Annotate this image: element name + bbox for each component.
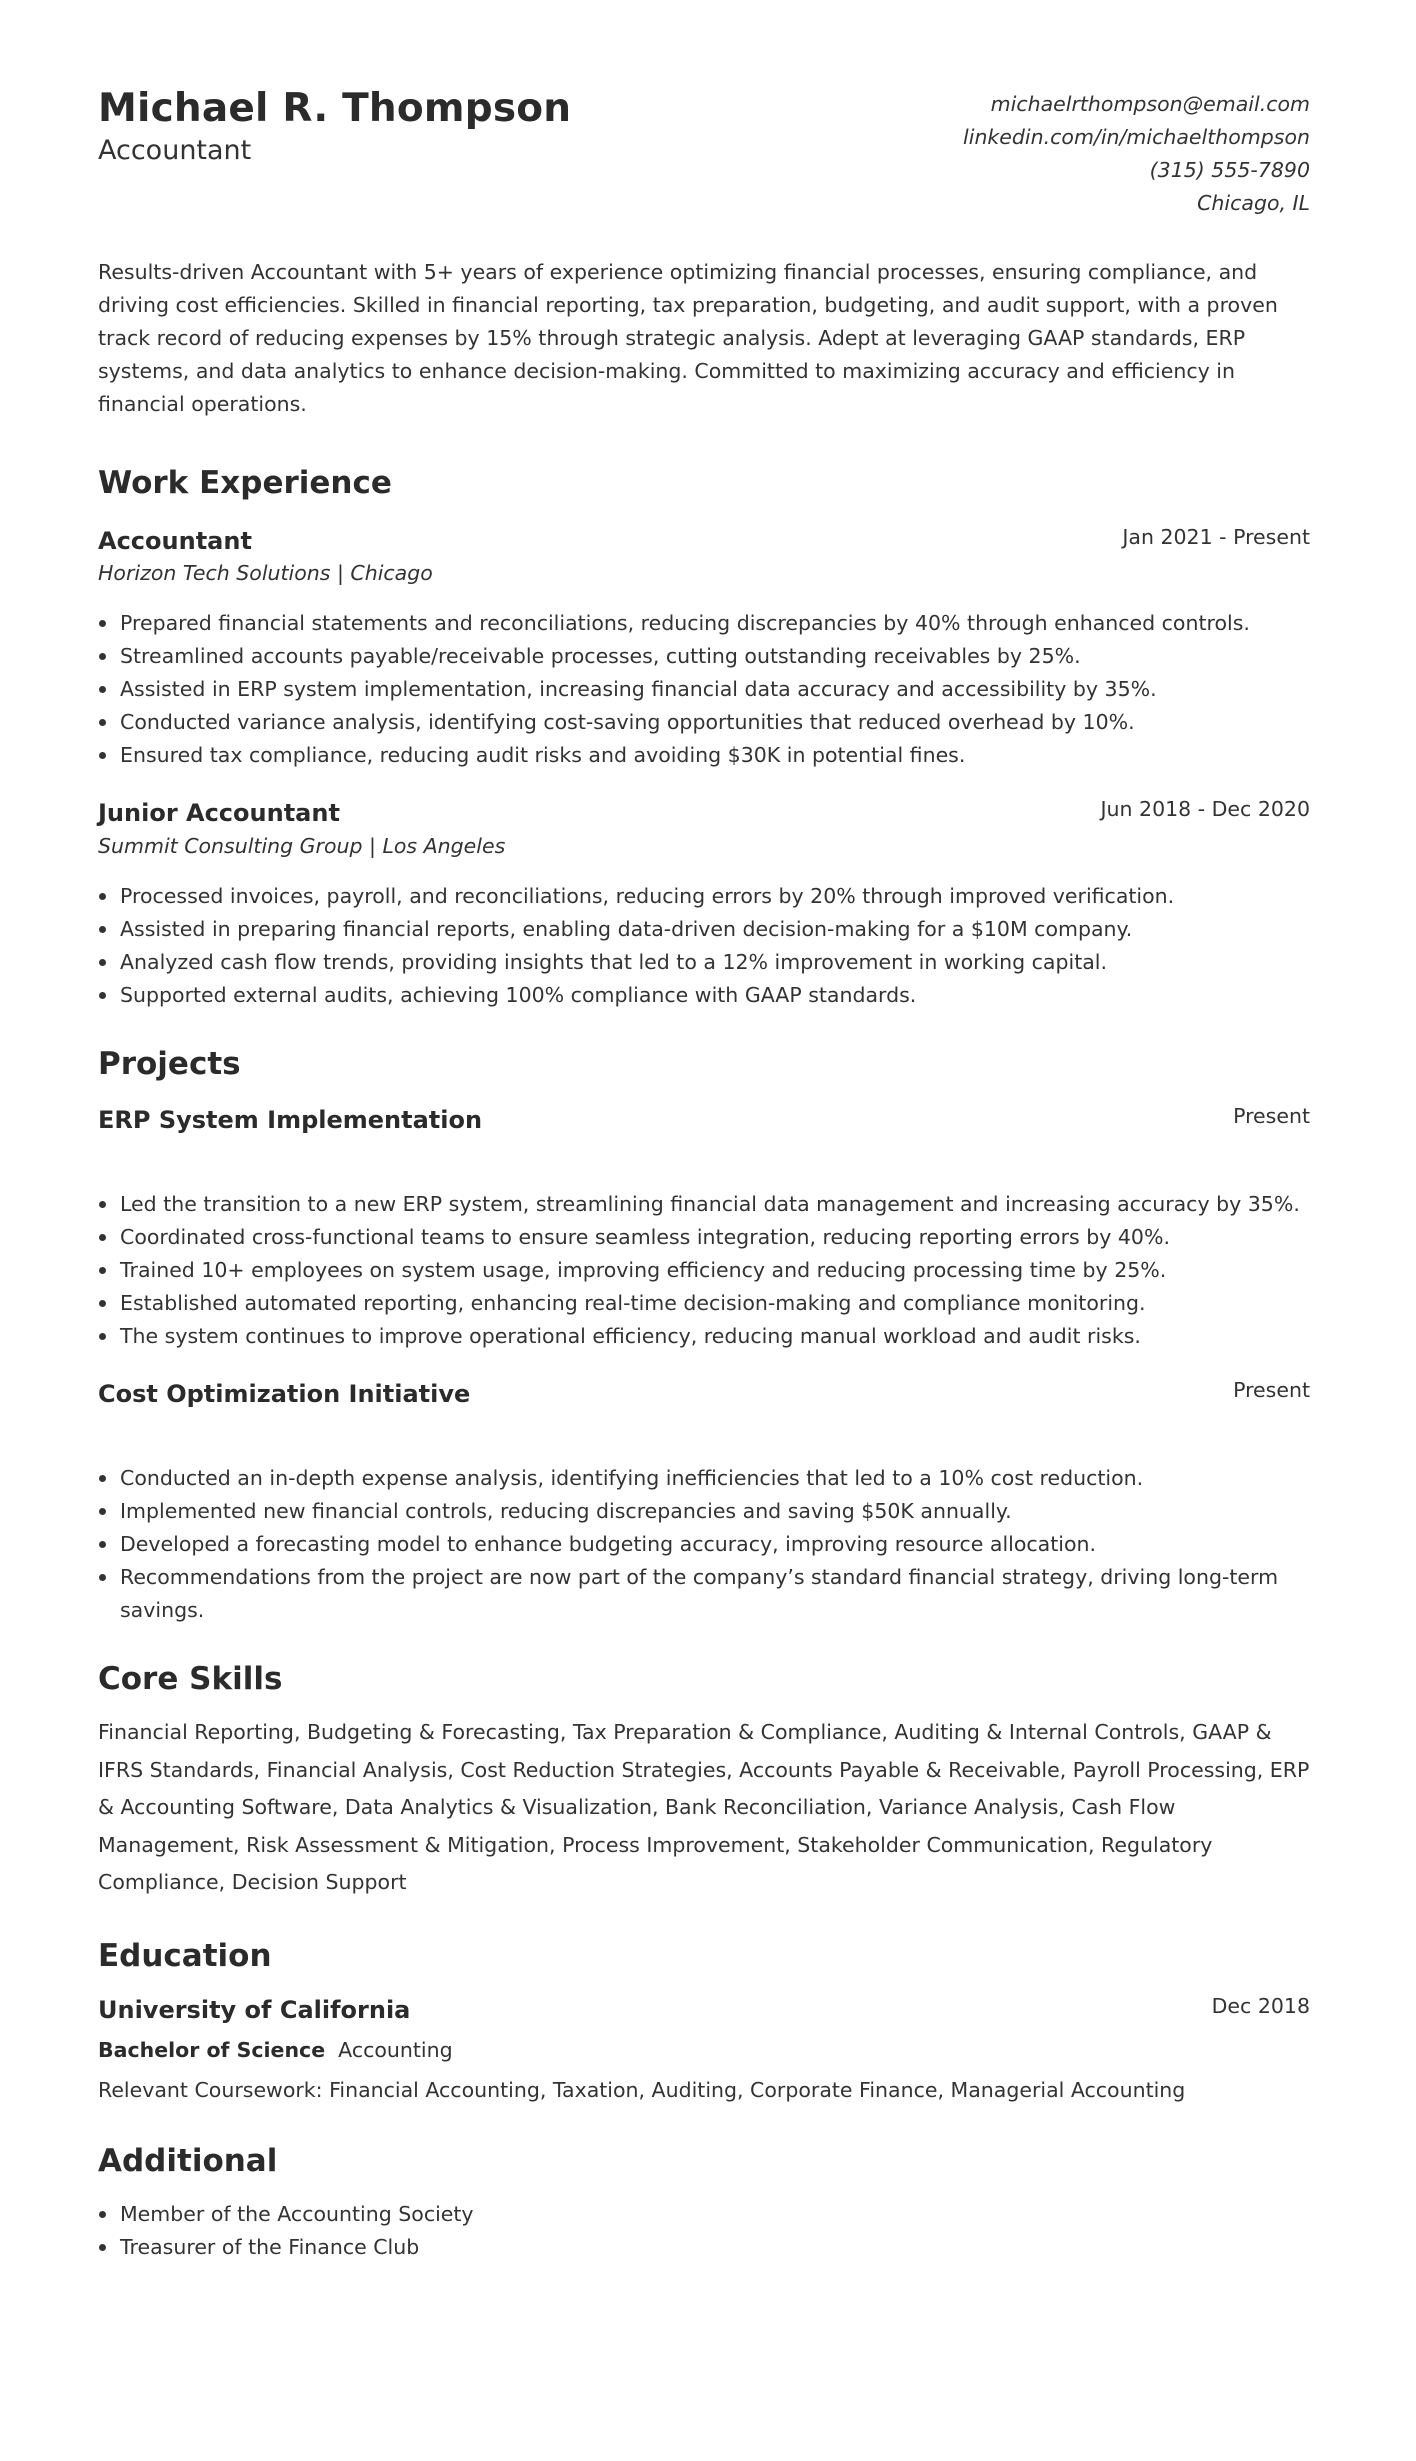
skills-list: Financial Reporting, Budgeting & Forecasting, Tax Preparation & Compliance, Auditing & Internal Controls, GAAP & IFRS Standards, Financial Analysis, Cost Reduction Strategies, Accounts Payable & Receivable, Payroll Processing, ERP & Accounting Software, Data Analytics & Visualization, Bank Reconciliation, Variance Analysis, Cash Flow Management, Risk Assessment & Mitigation, Process Improvement, Stakeholder Communication, Regulatory Compliance, Decision Support (98, 1720, 1310, 1895)
project-bullet: Established automated reporting, enhancing real-time decision-making and compliance monitoring. (98, 1287, 1310, 1320)
project-bullets (98, 1462, 1310, 1627)
job-bullets (98, 880, 1310, 1012)
job-title: Accountant (98, 527, 252, 556)
job-dates: Jan 2021 - Present (1122, 525, 1310, 550)
project-bullet: Coordinated cross-functional teams to ensure seamless integration, reducing reporting errors by 40%. (98, 1221, 1310, 1254)
job-bullet: Assisted in preparing financial reports, enabling data-driven decision-making for a $10M company. (98, 913, 1310, 946)
project-dates: Present (1233, 1377, 1310, 1402)
section-heading-additional: Additional (98, 2143, 278, 2180)
candidate-title: Accountant (98, 134, 252, 166)
degree-name: Bachelor of Science (98, 2038, 326, 2063)
section-heading-projects: Projects (98, 1045, 241, 1082)
work-experience-section (98, 465, 1310, 1012)
degree-line (98, 2034, 1310, 2066)
candidate-name: Michael R. Thompson (98, 86, 572, 131)
contact-linkedin[interactable]: linkedin.com/in/michaelthompson (963, 125, 1310, 149)
project-bullet: Trained 10+ employees on system usage, improving efficiency and reducing processing time by 25%. (98, 1254, 1310, 1287)
section-heading-work-experience: Work Experience (98, 465, 392, 501)
project-bullet: Implemented new financial controls, reducing discrepancies and saving $50K annually. (98, 1495, 1310, 1528)
additional-item: Treasurer of the Finance Club (98, 2231, 1310, 2264)
job-entry (98, 526, 1310, 772)
project-bullets (98, 1188, 1310, 1353)
resume-content (98, 86, 1310, 2264)
project-entry (98, 1379, 1310, 1627)
job-bullet: Ensured tax compliance, reducing audit risks and avoiding $30K in potential fines. (98, 739, 1310, 772)
resume-header (98, 86, 1310, 220)
graduation-date: Dec 2018 (1211, 1994, 1310, 2018)
job-header (98, 526, 1310, 557)
project-header (98, 1379, 1310, 1410)
degree-field: Accounting (338, 2038, 453, 2063)
project-dates: Present (1233, 1103, 1310, 1128)
additional-section (98, 2143, 1310, 2264)
project-title: ERP System Implementation (98, 1105, 483, 1134)
job-company: Horizon Tech Solutions | Chicago (98, 561, 433, 586)
contact-phone: (315) 555-7890 (1149, 158, 1310, 182)
project-title: Cost Optimization Initiative (98, 1379, 471, 1408)
section-heading-core-skills: Core Skills (98, 1661, 283, 1698)
job-bullet: Conducted variance analysis, identifying cost-saving opportunities that reduced overhead by 10%. (98, 706, 1310, 739)
job-bullet: Streamlined accounts payable/receivable processes, cutting outstanding receivables by 25%. (98, 640, 1310, 673)
job-bullet: Prepared financial statements and reconciliations, reducing discrepancies by 40% through enhanced controls. (98, 607, 1310, 640)
job-entry (98, 798, 1310, 1011)
job-bullet: Processed invoices, payroll, and reconciliations, reducing errors by 20% through improved verification. (98, 880, 1310, 913)
projects-section (98, 1046, 1310, 1628)
job-header (98, 798, 1310, 829)
school-name: University of California (98, 1996, 411, 2024)
project-bullet: The system continues to improve operational efficiency, reducing manual workload and audit risks. (98, 1320, 1310, 1353)
project-bullet: Led the transition to a new ERP system, streamlining financial data management and increasing accuracy by 35%. (98, 1188, 1310, 1221)
job-company: Summit Consulting Group | Los Angeles (98, 833, 506, 858)
identity-block (98, 86, 571, 167)
education-header (98, 1995, 1310, 2026)
project-header (98, 1105, 1310, 1136)
job-dates: Jun 2018 - Dec 2020 (1100, 797, 1310, 822)
contact-email[interactable]: michaelrthompson@email.com (990, 92, 1310, 116)
project-bullet: Developed a forecasting model to enhance budgeting accuracy, improving resource allocation. (98, 1528, 1310, 1561)
job-title: Junior Accountant (98, 799, 340, 828)
job-bullet: Analyzed cash flow trends, providing insights that led to a 12% improvement in working capital. (98, 946, 1310, 979)
project-bullet: Recommendations from the project are now part of the company’s standard financial strategy, driving long-term savings. (98, 1561, 1310, 1627)
contact-block (963, 86, 1310, 220)
project-bullet: Conducted an in-depth expense analysis, identifying inefficiencies that led to a 10% cost reduction. (98, 1462, 1310, 1495)
education-section (98, 1938, 1310, 2107)
contact-location: Chicago, IL (1197, 191, 1310, 215)
core-skills-section (98, 1661, 1310, 1902)
additional-item: Member of the Accounting Society (98, 2198, 1310, 2231)
job-bullets (98, 607, 1310, 772)
section-heading-education: Education (98, 1937, 272, 1974)
project-entry (98, 1105, 1310, 1353)
professional-summary: Results-driven Accountant with 5+ years of experience optimizing financial processes, ensuring compliance, and driving cost efficiencies. Skilled in financial reporting, tax preparation, budgeting, and audit support, with a proven track record of reducing expenses by 15% through strategic analysis. Adept at leveraging GAAP standards, ERP systems, and data analytics to enhance decision-making. Committed to maximizing accuracy and efficiency in financial operations. (98, 260, 1278, 416)
job-bullet: Assisted in ERP system implementation, increasing financial data accuracy and accessibility by 35%. (98, 673, 1310, 706)
additional-bullets (98, 2198, 1310, 2264)
relevant-coursework: Relevant Coursework: Financial Accounting, Taxation, Auditing, Corporate Finance, Managerial Accounting (98, 2078, 1186, 2103)
job-bullet: Supported external audits, achieving 100% compliance with GAAP standards. (98, 979, 1310, 1012)
